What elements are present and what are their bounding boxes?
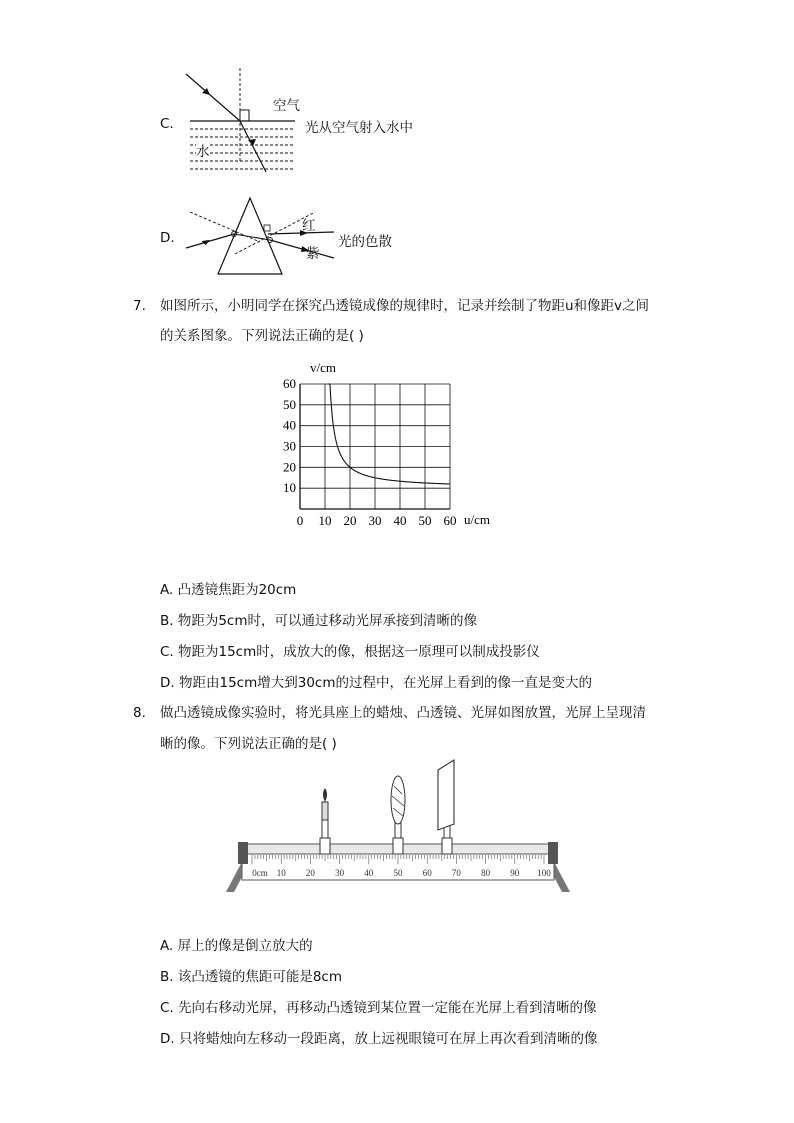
q7-option-a[interactable]: A. 凸透镜焦距为20cm <box>160 582 297 598</box>
convex-lens <box>391 776 405 854</box>
x-tick-label: 30 <box>368 513 382 528</box>
x-tick-label: 10 <box>318 513 332 528</box>
y-tick-label: 50 <box>283 396 296 412</box>
light-screen <box>438 760 454 854</box>
uv-chart <box>270 356 510 536</box>
bench-label: 70 <box>451 868 461 878</box>
bench-label: 20 <box>305 868 315 878</box>
x-tick-label: 40 <box>393 513 407 528</box>
q7-option-d[interactable]: D. 物距由15cm增大到30cm的过程中，在光屏上看到的像一直是变大的 <box>160 675 592 691</box>
y-tick-label: 40 <box>283 417 296 433</box>
optical-bench <box>222 758 574 898</box>
candle <box>320 788 330 854</box>
bench-label: 0cm <box>252 868 268 878</box>
dispersion-diagram <box>180 192 340 282</box>
option-c-caption: 光从空气射入水中 <box>305 120 413 136</box>
bench-label: 100 <box>537 868 551 878</box>
option-c-letter: C. <box>160 116 174 132</box>
y-tick-label: 10 <box>283 480 296 496</box>
uv-curve <box>328 384 451 484</box>
x-axis-label: u/cm <box>464 512 490 527</box>
q8-option-b[interactable]: B. 该凸透镜的焦距可能是8cm <box>160 969 343 985</box>
option-d-letter: D. <box>160 230 175 246</box>
y-axis-label: v/cm <box>310 360 336 375</box>
q8-options <box>160 934 680 1058</box>
option-d-caption: 光的色散 <box>338 234 392 250</box>
q8-line1: 做凸透镜成像实验时，将光具座上的蜡烛、凸透镜、光屏如图放置，光屏上呈现清 <box>160 705 646 721</box>
x-tick-label: 50 <box>418 513 432 528</box>
q8-line2: 晰的像。下列说法正确的是( ) <box>160 736 337 752</box>
q7-line2: 的关系图象。下列说法正确的是( ) <box>160 328 364 344</box>
q7-option-c[interactable]: C. 物距为15cm时，成放大的像，根据这一原理可以制成投影仪 <box>160 644 540 660</box>
x-tick-labels <box>297 513 457 528</box>
water-label: 水 <box>196 140 210 160</box>
y-tick-label: 30 <box>283 438 296 454</box>
q8-option-c[interactable]: C. 先向右移动光屏，再移动凸透镜到某位置一定能在光屏上看到清晰的像 <box>160 1000 597 1016</box>
x-tick-label: 60 <box>443 513 457 528</box>
bench-label: 10 <box>276 868 286 878</box>
q7-options <box>160 578 680 702</box>
y-tick-label: 20 <box>283 459 296 475</box>
q8-option-d[interactable]: D. 只将蜡烛向左移动一段距离，放上远视眼镜可在屏上再次看到清晰的像 <box>160 1031 598 1047</box>
bench-label: 30 <box>335 868 345 878</box>
y-tick-labels <box>283 376 296 495</box>
q7-option-b[interactable]: B. 物距为5cm时，可以通过移动光屏承接到清晰的像 <box>160 613 478 629</box>
q8-option-a[interactable]: A. 屏上的像是倒立放大的 <box>160 938 313 954</box>
bench-label: 80 <box>481 868 491 878</box>
bench-label: 40 <box>364 868 374 878</box>
bench-label: 50 <box>393 868 403 878</box>
refraction-diagram <box>180 66 310 178</box>
q8-number: 8. <box>133 705 146 721</box>
q7-number: 7. <box>133 298 146 314</box>
y-tick-label: 60 <box>283 376 296 391</box>
red-label: 红 <box>302 218 316 234</box>
chart-grid <box>300 384 450 509</box>
x-tick-label: 0 <box>296 513 304 528</box>
bench-label: 90 <box>510 868 520 878</box>
violet-label: 紫 <box>306 246 320 262</box>
air-label: 空气 <box>273 98 300 114</box>
q7-line1: 如图所示，小明同学在探究凸透镜成像的规律时，记录并绘制了物距u和像距v之间 <box>160 298 650 314</box>
x-tick-label: 20 <box>343 513 357 528</box>
bench-label: 60 <box>422 868 432 878</box>
